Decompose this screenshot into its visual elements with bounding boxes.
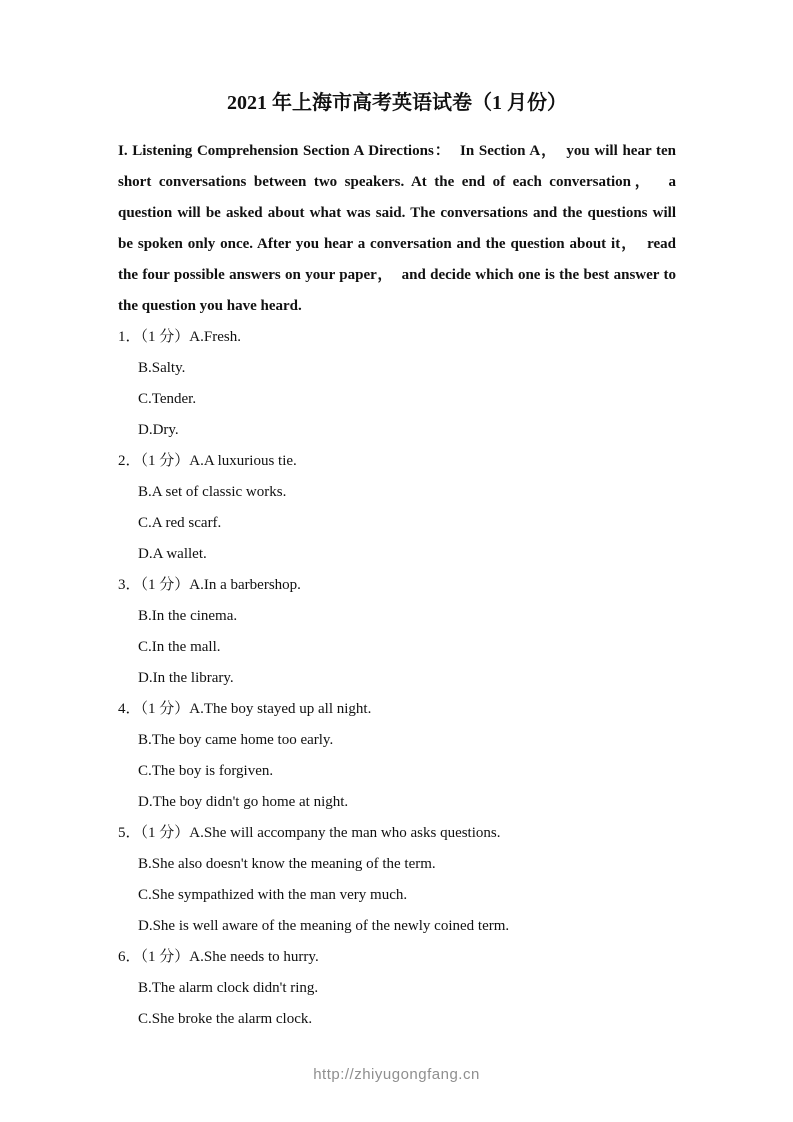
question-option-line: B.A set of classic works. [138, 484, 287, 500]
question-score: （1 分） [140, 453, 190, 469]
question-option-a: A.Fresh. [189, 329, 241, 345]
question-score: （1 分） [140, 701, 190, 717]
question-block [118, 446, 676, 570]
question-block [118, 694, 676, 818]
question-score: （1 分） [140, 949, 190, 965]
question-block [118, 322, 676, 446]
question-option-line: B.The boy came home too early. [138, 732, 334, 748]
question-number: 2． [118, 453, 141, 469]
listening-directions-paragraph: I. Listening Comprehension Section A Directions： In Section A， you will hear ten short conversations between two speakers. At the end of each conversation， a question will be asked about what was said. The conversations and the questions will be spoken only once. After you hear a conversation and the question about it， read the four possible answers on your paper， and decide which one is the best answer to the question you have heard. [118, 143, 680, 314]
question-block [118, 818, 676, 942]
question-first-line [118, 322, 676, 353]
page-title: 2021 年上海市高考英语试卷（1 月份） [227, 92, 567, 114]
question-option-a: A.She needs to hurry. [189, 949, 319, 965]
question-option-line: D.She is well aware of the meaning of the newly coined term. [138, 918, 510, 934]
footer-url: http://zhiyugongfang.cn [313, 1066, 480, 1083]
question-block [118, 570, 676, 694]
question-number: 6． [118, 949, 141, 965]
question-option-line: C.She sympathized with the man very much. [138, 887, 408, 903]
question-number: 4． [118, 701, 141, 717]
question-option-line: D.Dry. [138, 422, 179, 438]
question-first-line [118, 446, 676, 477]
question-number: 3． [118, 577, 141, 593]
question-option-line: B.She also doesn't know the meaning of the term. [138, 856, 436, 872]
question-option-a: A.She will accompany the man who asks questions. [189, 825, 501, 841]
question-option-line: B.Salty. [138, 360, 186, 376]
question-score: （1 分） [140, 825, 190, 841]
question-option-line: C.The boy is forgiven. [138, 763, 274, 779]
question-option-line: C.Tender. [138, 391, 197, 407]
page-content [118, 88, 680, 1035]
question-first-line [118, 942, 676, 973]
question-option-line: D.A wallet. [138, 546, 207, 562]
question-option-line: B.In the cinema. [138, 608, 238, 624]
question-option-a: A.A luxurious tie. [189, 453, 297, 469]
question-option-a: A.In a barbershop. [189, 577, 301, 593]
question-option-a: A.The boy stayed up all night. [189, 701, 372, 717]
question-number: 5． [118, 825, 141, 841]
question-option-line: C.A red scarf. [138, 515, 222, 531]
question-option-line: C.She broke the alarm clock. [138, 1011, 313, 1027]
question-option-line: B.The alarm clock didn't ring. [138, 980, 319, 996]
question-first-line [118, 570, 676, 601]
question-number: 1． [118, 329, 141, 345]
question-option-line: C.In the mall. [138, 639, 221, 655]
question-first-line [118, 818, 676, 849]
question-score: （1 分） [140, 329, 190, 345]
question-option-line: D.The boy didn't go home at night. [138, 794, 349, 810]
question-list [118, 322, 676, 1035]
question-first-line [118, 694, 676, 725]
question-score: （1 分） [140, 577, 190, 593]
question-block [118, 942, 676, 1035]
question-option-line: D.In the library. [138, 670, 234, 686]
